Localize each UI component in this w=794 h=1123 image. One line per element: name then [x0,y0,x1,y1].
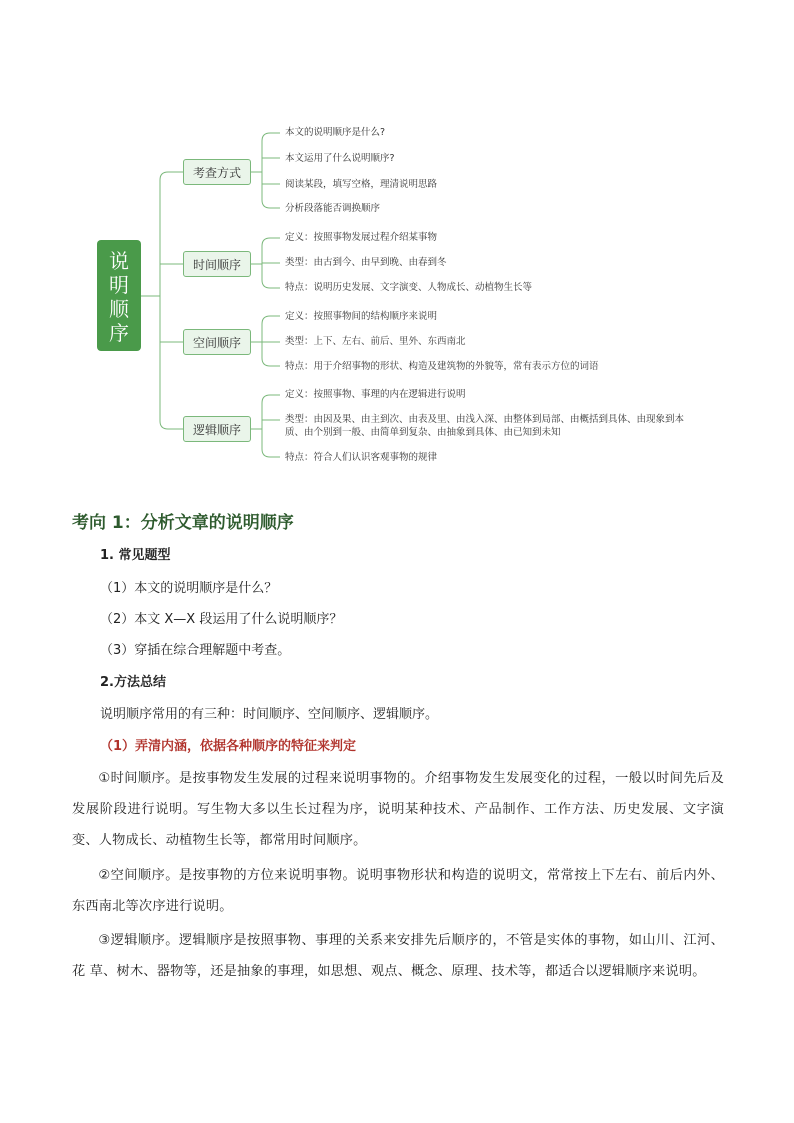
question-item: （2）本文 X—X 段运用了什么说明顺序？ [100,612,343,627]
leaf-item: 类型：上下、左右、前后、里外、东西南北 [285,336,466,347]
mind-map [0,0,794,480]
leaf-item: 定义：按照事物发展过程介绍某事物 [285,232,438,243]
paragraph-time-order: ①时间顺序。是按事物发生发展的过程来说明事物的。介绍事物发生发展变化的过程，一般以时间先后及发展阶段进行说明。写生物大多以生长过程为序，说明某种技术、产品制作、工作方法、历史发展、文字演变、人物成长、动植物生长等，都常用时间顺序。 [72,771,724,848]
paragraph-space-order: ②空间顺序。是按事物的方位来说明事物。说明事物形状和构造的说明文，常常按上下左右、前后内外、东西南北等次序进行说明。 [72,868,724,914]
leaf-item: 本文的说明顺序是什么? [285,127,386,138]
branch-logic-order: 逻辑顺序 [183,416,251,442]
leaf-item: 类型：由古到今、由早到晚、由春到冬 [285,257,447,268]
leaf-item: 特点：说明历史发展、文字演变、人物成长、动植物生长等 [285,282,533,293]
branch-time-order: 时间顺序 [183,251,251,277]
heading-method-summary: 2.方法总结 [100,675,166,690]
leaf-item: 类型：由因及果、由主到次、由表及里、由浅入深、由整体到局部、由概括到具体、由现象到本质、由个别到一般、由简单到复杂、由抽象到具体、由已知到未知 [285,414,685,438]
question-item: （3）穿插在综合理解题中考查。 [100,643,291,658]
leaf-item: 特点：用于介绍事物的形状、构造及建筑物的外貌等，常有表示方位的词语 [285,361,599,372]
leaf-item: 分析段落能否调换顺序 [285,203,381,214]
branch-exam-method: 考查方式 [183,159,251,185]
summary-text: 说明顺序常用的有三种：时间顺序、空间顺序、逻辑顺序。 [100,707,439,722]
leaf-item: 定义：按照事物、事理的内在逻辑进行说明 [285,389,466,400]
section-title: 考向 1：分析文章的说明顺序 [72,513,294,533]
sub-heading: （1）弄清内涵，依据各种顺序的特征来判定 [100,739,357,754]
leaf-item: 阅读某段，填写空格，理清说明思路 [285,179,438,190]
leaf-item: 特点：符合人们认识客观事物的规律 [285,452,438,463]
branch-space-order: 空间顺序 [183,329,251,355]
heading-question-types: 1. 常见题型 [100,548,171,563]
leaf-item: 本文运用了什么说明顺序? [285,153,395,164]
leaf-item: 定义：按照事物间的结构顺序来说明 [285,311,438,322]
question-item: （1）本文的说明顺序是什么？ [100,581,278,596]
mind-map-root: 说明顺序 [97,240,141,351]
paragraph-logic-order: ③逻辑顺序。逻辑顺序是按照事物、事理的关系来安排先后顺序的，不管是实体的事物，如山川、江河、花 草、树木、器物等，还是抽象的事理，如思想、观点、概念、原理、技术等，都适合以逻辑顺序来说明。 [72,933,724,979]
